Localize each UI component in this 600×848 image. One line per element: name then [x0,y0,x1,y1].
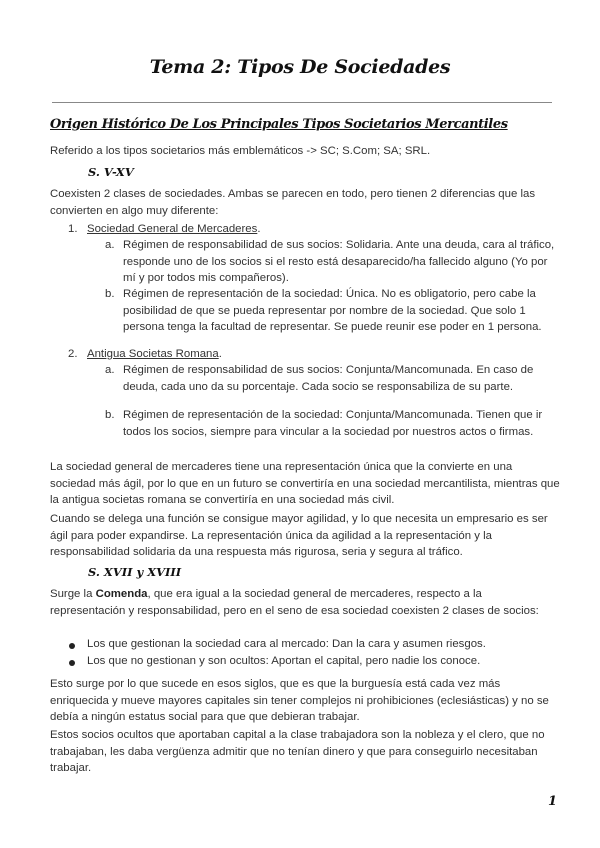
document-title: Tema 2: Tipos De Sociedades [149,56,451,78]
paragraph-5: Esto surge por lo que sucede en esos siglos, que es que la burguesía está cada vez más enriquecida y mueve mayores capitales sin tener complejos ni prohibiciones (eclesiásticas) y no se debía a ningún estatus social para que que debieran trabajar. [50,678,549,723]
sublist-2a-marker: a. [105,364,115,376]
title-divider [52,102,552,103]
sublist-1a-text: Régimen de responsabilidad de sus socios: Solidaria. Ante una deuda, cara al tráfico, responde uno de los socios si el resto está desaparecido/ha fallecido alguno (Yo por mí y por todos mis compañeros). [123,239,555,284]
sublist-2a-text: Régimen de responsabilidad de sus socios: Conjunta/Mancomunada. En caso de deuda, cada uno da su porcentaje. Cada socio se responsabiliza de su parte. [123,364,534,393]
subheading-s-v-xv: S. V-XV [88,165,134,179]
bullet-dot-2 [69,660,75,666]
paragraph-2: La sociedad general de mercaderes tiene una representación única que la convierte en una sociedad más ágil, por lo que en un futuro se convertiría en una sociedad mercantilista, mientras que la antigua societas romana se convertiría en una sociedad más civil. [50,461,560,506]
bullet-dot-1 [69,643,75,649]
paragraph-4 [50,586,560,619]
page-number: 1 [548,794,558,809]
paragraph-4-pre: Surge la [50,588,96,600]
section-heading: Origen Histórico De Los Principales Tipos Societarios Mercantiles [50,117,508,132]
paragraph-4-post: , que era igual a la sociedad general de mercaderes, respecto a la representación y responsabilidad, pero en el seno de esa sociedad coexisten 2 clases de socios: [50,588,539,617]
sublist-1b-text: Régimen de representación de la sociedad: Única. No es obligatorio, pero cabe la posibilidad de que se pueda representar por nombre de la sociedad. Que solo 1 persona tenga la facultad de representar. Se puede reunir ese poder en 1 persona. [123,288,542,333]
list-item-2-trail: . [218,348,222,360]
paragraph-3: Cuando se delega una función se consigue mayor agilidad, y lo que necesita un empresario es ser ágil para poder expandirse. La representación única da agilidad a la representación y la responsabilidad solidaria da una respuesta más rigurosa, seria y segura al tráfico. [50,513,548,558]
bullet-item-2: Los que no gestionan y son ocultos: Aportan el capital, pero nadie los conoce. [87,655,481,667]
subheading-s-xvii-xviii: S. XVII y XVIII [88,565,182,579]
list-item-1 [87,221,547,238]
sublist-2b-text: Régimen de representación de la sociedad: Conjunta/Mancomunada. Tienen que ir todos los socios, siempre para vincular a la sociedad por nuestros actos o firmas. [123,409,543,438]
paragraph-1: Coexisten 2 clases de sociedades. Ambas se parecen en todo, pero tienen 2 diferencias que las convierten en algo muy diferente: [50,188,536,217]
list-item-2-label: Antigua Societas Romana [87,348,219,360]
sublist-2b-marker: b. [105,409,115,421]
list-number-1: 1. [68,223,78,235]
list-item-1-trail: . [257,223,261,235]
bullet-item-1: Los que gestionan la sociedad cara al mercado: Dan la cara y asumen riesgos. [87,638,486,650]
comenda-term: Comenda [95,588,148,600]
sublist-1b-marker: b. [105,288,115,300]
list-item-1-label: Sociedad General de Mercaderes [87,223,258,235]
list-number-2: 2. [68,348,78,360]
intro-paragraph: Referido a los tipos societarios más emblemáticos -> SC; S.Com; SA; SRL. [50,145,431,157]
paragraph-6: Estos socios ocultos que aportaban capital a la clase trabajadora son la nobleza y el clero, que no trabajaban, les daba vergüenza admitir que no tenían dinero y que para conseguirlo necesitaban trabajar. [50,729,545,774]
sublist-1a-marker: a. [105,239,115,251]
list-item-2 [87,346,547,363]
